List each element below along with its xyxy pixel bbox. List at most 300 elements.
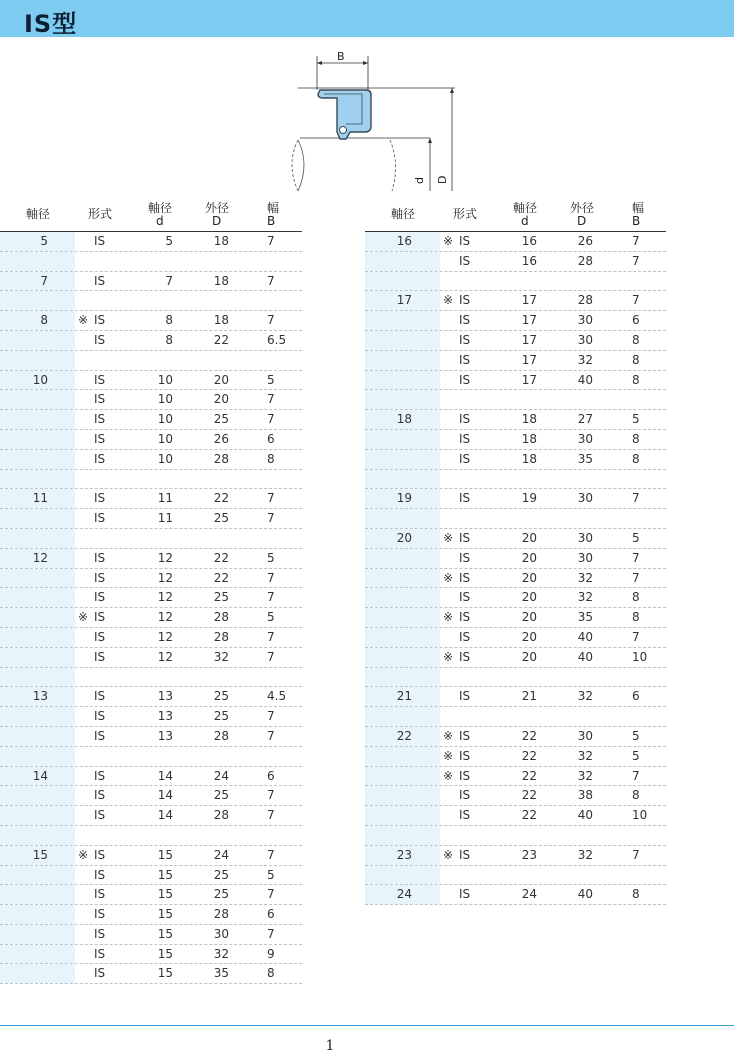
shaft-cell-background	[0, 569, 75, 588]
table-row	[0, 272, 302, 292]
cell-mark: ※	[78, 313, 89, 328]
cell-outer-d: 22	[213, 332, 229, 347]
cell-d: 15	[157, 847, 173, 862]
cell-outer-d: 30	[577, 491, 593, 506]
cell-outer-d: 28	[213, 610, 229, 625]
cell-mark: ※	[78, 847, 89, 862]
title-bar	[0, 0, 734, 37]
shaft-cell-background	[0, 786, 75, 805]
cell-d: 11	[157, 491, 173, 506]
header-type: 形式	[453, 207, 478, 221]
cell-d: 15	[157, 966, 173, 981]
cell-outer-d: 28	[213, 728, 229, 743]
cell-outer-d: 20	[213, 392, 229, 407]
cell-width: 7	[632, 293, 640, 308]
cell-type: IS	[459, 629, 471, 644]
table-row	[365, 628, 666, 648]
table-row	[365, 569, 666, 589]
shaft-cell-background	[365, 470, 440, 489]
seal-cross-section-diagram	[280, 46, 460, 196]
cell-d: 8	[165, 313, 173, 328]
cell-type: IS	[94, 610, 106, 625]
table-row	[365, 430, 666, 450]
table-row	[0, 866, 302, 886]
table-row	[0, 747, 302, 767]
cell-type: IS	[94, 907, 106, 922]
header-shaft: 軸径	[391, 207, 416, 221]
cell-outer-d: 28	[577, 253, 593, 268]
table-row	[365, 608, 666, 628]
table-row	[0, 351, 302, 371]
cell-width: 6	[632, 689, 640, 704]
cell-width: 8	[632, 590, 640, 605]
footer-divider	[0, 1025, 734, 1026]
cell-type: IS	[94, 412, 106, 427]
table-row	[0, 767, 302, 787]
shaft-cell-background	[0, 430, 75, 449]
cell-type: IS	[459, 689, 471, 704]
table-row	[0, 846, 302, 866]
header-B-label: 幅	[267, 201, 280, 215]
cell-width: 7	[632, 768, 640, 783]
shaft-cell-background	[365, 549, 440, 568]
cell-width: 5	[267, 372, 275, 387]
cell-width: 8	[632, 431, 640, 446]
table-row	[0, 806, 302, 826]
shaft-cell-background	[365, 252, 440, 271]
cell-shaft: 21	[396, 689, 412, 704]
shaft-cell-background	[0, 628, 75, 647]
table-row	[365, 549, 666, 569]
cell-shaft: 5	[40, 234, 48, 248]
cell-d: 12	[157, 629, 173, 644]
cell-shaft: 16	[396, 234, 412, 248]
cell-type: IS	[94, 511, 106, 526]
cell-width: 8	[632, 788, 640, 803]
table-row	[0, 569, 302, 589]
shaft-cell-background	[0, 905, 75, 924]
shaft-cell-background	[365, 509, 440, 528]
cell-width: 7	[267, 887, 275, 902]
cell-type: IS	[459, 808, 471, 823]
shaft-cell-background	[0, 945, 75, 964]
cell-d: 15	[157, 926, 173, 941]
table-row	[0, 628, 302, 648]
page-title: IS型	[24, 10, 78, 38]
header-D-symbol: D	[577, 214, 587, 228]
header-d-label: 軸径	[148, 201, 173, 215]
cell-type: IS	[94, 788, 106, 803]
cell-width: 7	[267, 808, 275, 823]
cell-d: 20	[521, 550, 537, 565]
shaft-cell-background	[0, 747, 75, 766]
cell-shaft: 14	[32, 768, 48, 783]
table-row	[0, 470, 302, 490]
cell-outer-d: 22	[213, 550, 229, 565]
cell-outer-d: 25	[213, 511, 229, 526]
shaft-cell-background	[365, 371, 440, 390]
table-row	[365, 529, 666, 549]
cell-d: 13	[157, 689, 173, 704]
cell-type: IS	[94, 372, 106, 387]
cell-d: 20	[521, 649, 537, 664]
cell-d: 17	[521, 293, 537, 308]
table-row	[365, 767, 666, 787]
table-row	[365, 747, 666, 767]
cell-d: 13	[157, 728, 173, 743]
cell-width: 7	[267, 273, 275, 288]
cell-width: 5	[267, 867, 275, 882]
cell-outer-d: 32	[577, 768, 593, 783]
shaft-cell-background	[365, 351, 440, 370]
cell-d: 14	[157, 768, 173, 783]
table-row	[0, 945, 302, 965]
cell-outer-d: 26	[577, 234, 593, 248]
cell-d: 22	[521, 728, 537, 743]
cell-width: 7	[267, 709, 275, 724]
shaft-cell-background	[0, 925, 75, 944]
table-row	[0, 450, 302, 470]
cell-outer-d: 18	[213, 273, 229, 288]
cell-width: 7	[267, 728, 275, 743]
header-type: 形式	[88, 207, 113, 221]
shaft-cell-background	[0, 311, 75, 330]
cell-type: IS	[94, 768, 106, 783]
cell-shaft: 19	[396, 491, 412, 506]
cell-outer-d: 38	[577, 788, 593, 803]
shaft-cell-background	[365, 806, 440, 825]
cell-width: 5	[632, 728, 640, 743]
cell-d: 18	[521, 451, 537, 466]
cell-type: IS	[94, 273, 106, 288]
table-row	[0, 509, 302, 529]
cell-outer-d: 30	[577, 530, 593, 545]
header-D-label: 外径	[205, 201, 230, 215]
cell-outer-d: 24	[213, 847, 229, 862]
cell-d: 20	[521, 629, 537, 644]
cell-type: IS	[459, 887, 471, 902]
cell-d: 15	[157, 907, 173, 922]
cell-type: IS	[94, 709, 106, 724]
cell-type: IS	[459, 451, 471, 466]
cell-outer-d: 28	[213, 629, 229, 644]
cell-d: 22	[521, 808, 537, 823]
table-row	[0, 390, 302, 410]
shaft-cell-background	[0, 806, 75, 825]
cell-shaft: 20	[396, 530, 412, 545]
cell-width: 7	[632, 550, 640, 565]
table-row	[365, 866, 666, 886]
shaft-cell-background	[0, 668, 75, 687]
cell-mark: ※	[443, 748, 454, 763]
cell-outer-d: 32	[577, 748, 593, 763]
cell-outer-d: 20	[213, 372, 229, 387]
cell-type: IS	[459, 550, 471, 565]
shaft-cell-background	[365, 826, 440, 845]
table-row	[0, 964, 302, 984]
shaft-cell-background	[0, 252, 75, 271]
table-row	[0, 608, 302, 628]
header-D-label: 外径	[570, 201, 595, 215]
cell-outer-d: 30	[577, 728, 593, 743]
shaft-cell-background	[0, 509, 75, 528]
cell-mark: ※	[443, 610, 454, 625]
cell-width: 7	[267, 570, 275, 585]
table-row	[365, 232, 666, 252]
shaft-cell-background	[365, 786, 440, 805]
shaft-cell-background	[0, 885, 75, 904]
cell-type: IS	[94, 808, 106, 823]
table-row	[365, 470, 666, 490]
cell-width: 7	[267, 491, 275, 506]
cell-d: 20	[521, 570, 537, 585]
cell-width: 7	[632, 491, 640, 506]
table-row	[0, 925, 302, 945]
shaft-cell-background	[365, 450, 440, 469]
cell-d: 19	[521, 491, 537, 506]
cell-width: 8	[632, 451, 640, 466]
cell-d: 17	[521, 313, 537, 328]
shaft-cell-background	[0, 291, 75, 310]
cell-type: IS	[94, 887, 106, 902]
cell-d: 15	[157, 946, 173, 961]
cell-type: IS	[459, 570, 471, 585]
cell-width: 5	[632, 748, 640, 763]
table-header	[0, 198, 302, 232]
cell-d: 17	[521, 332, 537, 347]
cell-outer-d: 32	[577, 590, 593, 605]
cell-type: IS	[459, 491, 471, 506]
shaft-cell-background	[0, 331, 75, 350]
table-row	[365, 351, 666, 371]
table-row	[0, 549, 302, 569]
shaft-cell-background	[0, 410, 75, 429]
cell-mark: ※	[443, 768, 454, 783]
cell-type: IS	[94, 728, 106, 743]
shaft-cell-background	[0, 390, 75, 409]
header-d-symbol: d	[521, 214, 529, 228]
cell-d: 16	[521, 234, 537, 248]
cell-shaft: 22	[396, 728, 412, 743]
cell-outer-d: 24	[213, 768, 229, 783]
table-row	[365, 727, 666, 747]
table-row	[0, 668, 302, 688]
cell-d: 23	[521, 847, 537, 862]
cell-mark: ※	[443, 293, 454, 308]
cell-d: 17	[521, 372, 537, 387]
cell-d: 10	[157, 392, 173, 407]
cell-type: IS	[459, 610, 471, 625]
cell-width: 5	[267, 610, 275, 625]
table-row	[365, 371, 666, 391]
cell-type: IS	[459, 332, 471, 347]
cell-outer-d: 27	[577, 412, 593, 427]
cell-type: IS	[94, 926, 106, 941]
cell-outer-d: 32	[213, 649, 229, 664]
cell-d: 20	[521, 530, 537, 545]
table-row	[0, 430, 302, 450]
table-row	[365, 885, 666, 905]
cell-mark: ※	[443, 570, 454, 585]
cell-mark: ※	[443, 234, 454, 248]
cell-width: 7	[267, 649, 275, 664]
cell-width: 8	[632, 332, 640, 347]
cell-outer-d: 32	[577, 847, 593, 862]
cell-width: 7	[632, 253, 640, 268]
cell-d: 12	[157, 649, 173, 664]
cell-outer-d: 32	[213, 946, 229, 961]
table-row	[365, 450, 666, 470]
cell-type: IS	[94, 491, 106, 506]
table-row	[365, 826, 666, 846]
cell-width: 8	[267, 966, 275, 981]
cell-outer-d: 32	[577, 570, 593, 585]
shaft-cell-background	[365, 569, 440, 588]
shaft-cell-background	[365, 390, 440, 409]
table-row	[0, 826, 302, 846]
cell-outer-d: 28	[213, 907, 229, 922]
table-row	[365, 648, 666, 668]
cell-d: 12	[157, 570, 173, 585]
shaft-cell-background	[0, 272, 75, 291]
cell-d: 18	[521, 431, 537, 446]
table-row	[0, 291, 302, 311]
cell-outer-d: 32	[577, 352, 593, 367]
cell-width: 7	[267, 511, 275, 526]
shaft-cell-background	[365, 707, 440, 726]
cell-type: IS	[94, 313, 106, 328]
cell-width: 5	[632, 530, 640, 545]
cell-width: 8	[632, 887, 640, 902]
cell-d: 15	[157, 887, 173, 902]
cell-d: 11	[157, 511, 173, 526]
cell-type: IS	[94, 966, 106, 981]
table-row	[0, 311, 302, 331]
cell-width: 6	[632, 313, 640, 328]
cell-type: IS	[459, 372, 471, 387]
table-row	[0, 707, 302, 727]
table-row	[365, 668, 666, 688]
shaft-cell-background	[0, 964, 75, 983]
cell-type: IS	[459, 352, 471, 367]
table-row	[0, 786, 302, 806]
shaft-cell-background	[365, 628, 440, 647]
cell-d: 8	[165, 332, 173, 347]
cell-d: 15	[157, 867, 173, 882]
shaft-cell-background	[0, 232, 75, 251]
shaft-cell-background	[365, 608, 440, 627]
table-row	[0, 885, 302, 905]
cell-width: 7	[267, 590, 275, 605]
cell-type: IS	[94, 867, 106, 882]
cell-type: IS	[459, 253, 471, 268]
cell-d: 14	[157, 808, 173, 823]
table-row	[365, 252, 666, 272]
shaft-cell-background	[0, 648, 75, 667]
cell-width: 7	[267, 412, 275, 427]
table-row	[0, 331, 302, 351]
cell-d: 21	[521, 689, 537, 704]
cell-outer-d: 35	[577, 610, 593, 625]
cell-shaft: 17	[396, 293, 412, 308]
cell-outer-d: 25	[213, 867, 229, 882]
size-table-left	[0, 198, 302, 984]
dimension-b-label: B	[337, 50, 345, 63]
table-row	[0, 410, 302, 430]
cell-type: IS	[94, 234, 106, 248]
cell-type: IS	[94, 847, 106, 862]
cell-type: IS	[459, 768, 471, 783]
table-row	[365, 588, 666, 608]
shaft-cell-background	[365, 648, 440, 667]
cell-width: 7	[267, 629, 275, 644]
cell-shaft: 11	[32, 491, 48, 506]
cell-type: IS	[94, 629, 106, 644]
header-d-label: 軸径	[513, 201, 538, 215]
cell-width: 7	[267, 313, 275, 328]
cell-outer-d: 35	[577, 451, 593, 466]
shaft-cell-background	[365, 866, 440, 885]
cell-type: IS	[94, 392, 106, 407]
cell-width: 7	[632, 629, 640, 644]
cell-d: 16	[521, 253, 537, 268]
cell-outer-d: 25	[213, 788, 229, 803]
header-B-symbol: B	[267, 214, 276, 228]
cell-outer-d: 40	[577, 887, 593, 902]
cell-outer-d: 25	[213, 412, 229, 427]
table-row	[365, 291, 666, 311]
cell-outer-d: 32	[577, 689, 593, 704]
cell-d: 10	[157, 431, 173, 446]
cell-outer-d: 28	[213, 451, 229, 466]
shaft-cell-background	[365, 767, 440, 786]
cell-outer-d: 30	[577, 431, 593, 446]
cell-width: 7	[632, 234, 640, 248]
cell-type: IS	[94, 590, 106, 605]
cell-outer-d: 18	[213, 313, 229, 328]
shaft-cell-background	[365, 331, 440, 350]
cell-outer-d: 25	[213, 590, 229, 605]
cell-d: 12	[157, 610, 173, 625]
cell-width: 5	[267, 550, 275, 565]
table-row	[0, 371, 302, 391]
cell-d: 12	[157, 590, 173, 605]
cell-shaft: 18	[396, 412, 412, 427]
cell-shaft: 15	[32, 847, 48, 862]
cell-width: 7	[267, 847, 275, 862]
shaft-cell-background	[0, 707, 75, 726]
shaft-cell-background	[0, 529, 75, 548]
cell-type: IS	[94, 431, 106, 446]
shaft-cell-background	[365, 311, 440, 330]
table-row	[365, 272, 666, 292]
cell-width: 6	[267, 907, 275, 922]
table-row	[365, 707, 666, 727]
cell-width: 6	[267, 431, 275, 446]
cell-outer-d: 40	[577, 808, 593, 823]
cell-type: IS	[459, 313, 471, 328]
cell-outer-d: 30	[577, 332, 593, 347]
cell-width: 6	[267, 768, 275, 783]
cell-d: 22	[521, 788, 537, 803]
shaft-cell-background	[365, 272, 440, 291]
shaft-cell-background	[365, 588, 440, 607]
cell-outer-d: 25	[213, 709, 229, 724]
cell-outer-d: 40	[577, 372, 593, 387]
cell-outer-d: 22	[213, 570, 229, 585]
cell-outer-d: 35	[213, 966, 229, 981]
table-row	[365, 410, 666, 430]
